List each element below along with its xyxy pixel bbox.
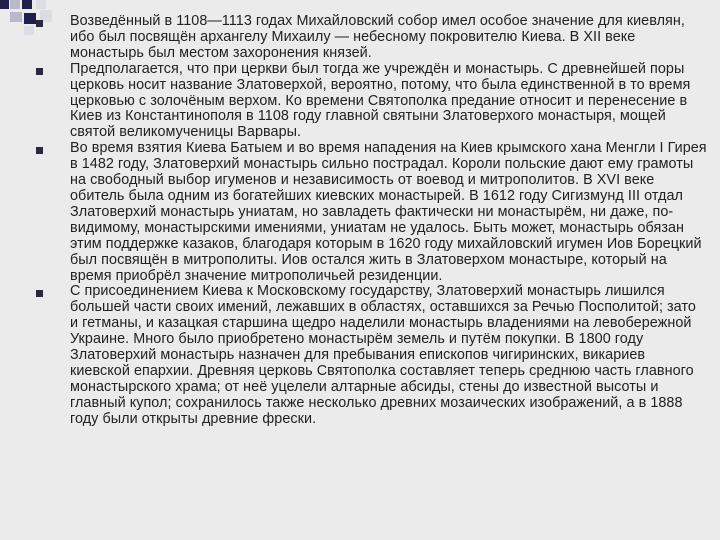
square-bullet-icon (36, 68, 43, 75)
deco-square-light-5 (24, 26, 34, 35)
bullet-text: Предполагается, что при церкви был тогда же учреждён и монастырь. С древнейшей поры церковь носит название Златоверхой, вероятно, потому, что была единственной в то время церковью с золочёным верхом. Ко времени Святополка предание относит и перенесение в Киев из Константинополя в 1108 году главной святыни Златоверхого монастыря, мощей святой великомученицы Варвары. (70, 60, 691, 141)
bullet-list (36, 14, 708, 428)
deco-square-dark-2 (22, 0, 32, 9)
square-bullet-icon (36, 290, 43, 297)
deco-square-light-1 (10, 0, 20, 9)
square-bullet-icon (36, 20, 43, 27)
bullet-text: Во время взятия Киева Батыем и во время нападения на Киев крымского хана Менгли I Гирея в 1482 году, Златоверхий монастырь сильно пострадал. Короли польские дают ему грамоты на свободный выбор игуменов и независимость от воевод и митрополитов. В XVI веке обитель была одним из богатейших киевских монастырей. В 1612 году Сигизмунд III отдал Златоверхий монастырь униатам, но завладеть фактически ни монастырём, ни даже, по-видимому, монастырскими имениями, униатам не удалось. Быть может, монастырь обязан этим поддержке казаков, благодаря которым в 1620 году михайловский игумен Иов Борецкий был посвящён в митрополиты. Иов остался жить в Златоверхом монастыре, который на время приобрёл значение митрополичьей резиденции. (70, 140, 707, 284)
bullet-item (36, 284, 708, 427)
bullet-item (36, 62, 708, 142)
deco-square-dark-1 (0, 0, 9, 9)
square-bullet-icon (36, 147, 43, 154)
bullet-item (36, 141, 708, 284)
bullet-text: Возведённый в 1108—1113 годах Михайловский собор имел особое значение для киевлян, ибо был посвящён архангелу Михаилу — небесному покровителю Киева. В XII веке монастырь был местом захоронения князей. (70, 13, 685, 61)
bullet-item (36, 14, 708, 62)
deco-square-light-2 (36, 0, 46, 9)
bullet-text: С присоединением Киева к Московскому государству, Златоверхий монастырь лишился большей части своих имений, лежавших в областях, оставшихся за Речью Посполитой; зато и гетманы, и казацкая старшина щедро наделили монастырь владениями на левобережной Украине. Много было приобретено монастырём земель и путём покупки. В 1800 году Златоверхий монастырь назначен для пребывания епископов чигиринских, викариев киевской епархии. Древняя церковь Святополка составляет теперь среднюю часть главного монастырского храма; от неё уцелели алтарные абсиды, стены до известной высоты и главный купол; сохранилось также несколько древних мозаических изображений, а в 1888 году были открыты древние фрески. (70, 283, 696, 427)
deco-square-dark-3 (24, 13, 36, 24)
deco-square-light-3 (10, 12, 22, 22)
